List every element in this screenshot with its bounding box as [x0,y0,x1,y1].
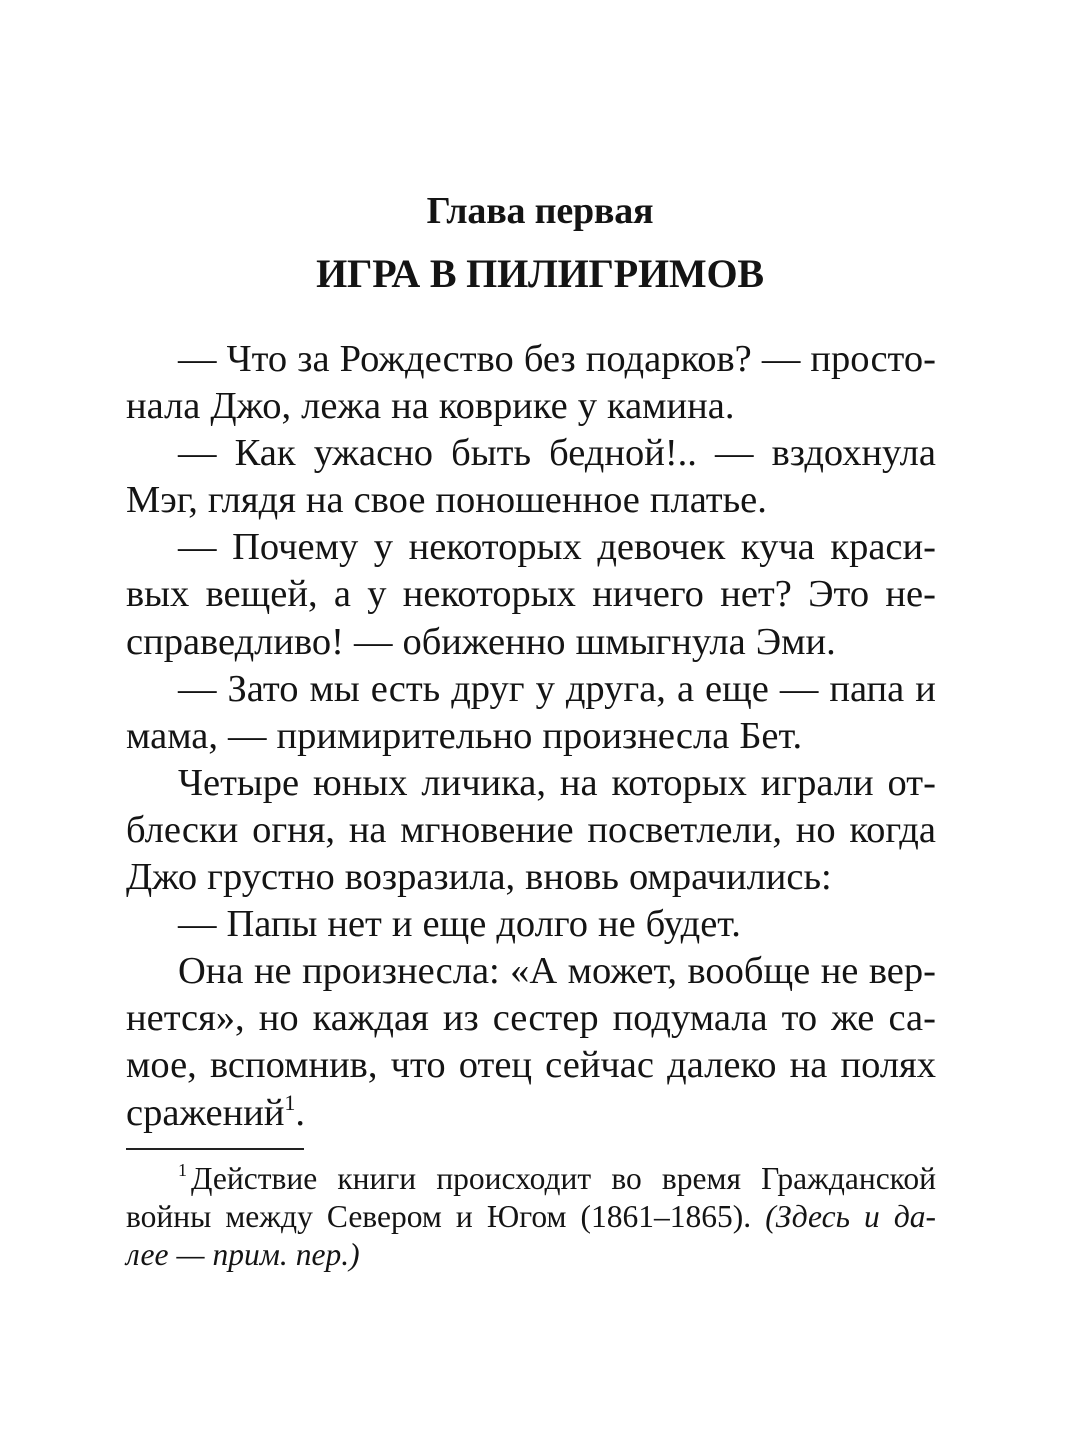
word: мое, [126,1044,197,1087]
word: са- [888,997,936,1040]
word: же [831,997,875,1040]
word: краси- [830,526,936,569]
word: вер- [868,950,936,993]
word: время [661,1161,741,1196]
word: папа [829,667,905,710]
word: лее [126,1237,169,1272]
word: Югом [486,1199,567,1234]
text-line [126,713,936,760]
word: нется», [126,997,245,1040]
word: мгновение [400,808,574,851]
word: каждая [312,997,429,1040]
word: на [391,385,429,428]
word: Гражданской [761,1161,936,1196]
word: которых [611,761,747,804]
word: вообще [687,950,811,993]
word: — [176,1237,205,1272]
word: что [390,1044,446,1087]
word: вспомнив, [209,1044,378,1087]
word: без [523,338,576,380]
word: — [178,903,217,946]
word: $^1$ Действие [178,1160,318,1196]
text-line [126,995,936,1042]
word: а [333,573,351,616]
word: друг [451,667,525,710]
word: — [353,620,393,663]
word: есть [370,667,441,710]
text-line [126,524,936,571]
word: у [577,385,597,428]
body-text [126,336,936,1137]
word: и [391,903,413,946]
word: отец [458,1044,533,1087]
word: и [863,1199,880,1234]
text-line [126,948,936,995]
word: во [611,1161,642,1196]
word: бедной!.. [549,432,697,475]
word: играли [760,761,874,804]
word: примирительно [276,714,533,757]
word: пер.) [295,1237,360,1272]
word: на [305,479,344,522]
word: произнесла: [302,950,500,993]
word: Бет. [739,714,803,757]
word: (1861–1865). [580,1199,752,1234]
chapter-title: ИГРА В ПИЛИГРИМОВ [316,251,764,296]
text-line [126,619,936,666]
word: вых [126,573,190,616]
word: коврике [438,385,568,428]
footnote-line [126,1236,936,1274]
word: Четыре [178,761,300,804]
word: Это [808,573,870,616]
text-line [126,336,936,383]
word: личика, [421,761,546,804]
word: — [178,526,217,569]
word: не [597,903,636,946]
word: мама, [126,714,219,757]
text-line [126,430,936,477]
footnote-line [126,1198,936,1236]
word: подарков? [585,338,752,380]
word: Эми. [755,620,836,663]
word: ужасно [313,432,434,475]
word: некоторых [402,573,576,616]
text-line [126,571,936,618]
word: глядя [207,479,296,522]
word: Что [226,338,288,380]
word: еще [705,667,769,710]
text-line [126,901,936,948]
word: поношенное [435,479,640,522]
word: Как [234,432,296,475]
text-line [126,666,936,713]
word: то [781,997,818,1040]
word: может, [567,950,678,993]
word: Она [178,950,244,993]
word: (Здесь [765,1199,850,1234]
word: прим. [212,1237,288,1272]
word: вновь [525,856,619,899]
text-line [126,1042,936,1089]
word: Джо [126,856,198,899]
word: полях [840,1044,936,1087]
word: огня, [252,808,336,851]
word: — [178,667,217,710]
footnote [126,1160,936,1274]
word: да- [893,1199,936,1234]
word: — [178,338,217,380]
word: на [348,808,387,851]
word: от- [887,761,936,804]
word: сестер [492,997,599,1040]
word: возразила, [344,856,516,899]
word: — [761,338,801,380]
word: — [228,714,267,757]
word: из [442,997,479,1040]
word: но [795,808,836,851]
word: Севером [326,1199,442,1234]
word: сейчас [545,1044,654,1087]
word: еще [422,903,487,946]
word: за [297,338,330,380]
word: вещей, [205,573,318,616]
footnote-line [126,1160,936,1198]
word: а [676,667,695,710]
word: будет. [645,903,741,946]
word: быть [451,432,532,475]
word: — [178,432,217,475]
word: но [258,997,299,1040]
footnote-marker: 1 [178,1160,187,1180]
word: Рождество [339,338,514,380]
word: войны [126,1199,212,1234]
word: Джо, [210,385,292,428]
word: Мэг, [126,479,198,522]
word: нет [327,903,382,946]
word: куча [740,526,815,569]
word: блески [126,808,239,851]
word: нала [126,385,201,428]
chapter-number: Глава первая [426,190,654,232]
word: — [779,667,819,710]
word: просто- [810,338,936,380]
word: платье. [649,479,767,522]
word: — [715,432,754,475]
word: у [535,667,555,710]
word: между [225,1199,313,1234]
word: вздохнула [771,432,936,475]
word: произнесла [542,714,730,757]
word: Почему [232,526,359,569]
word: не [253,950,292,993]
word: друга, [565,667,666,710]
word: Зато [227,667,299,710]
word: подумала [612,997,768,1040]
word: шмыгнула [575,620,746,663]
word: не [820,950,859,993]
word: книги [337,1161,417,1196]
word: девочек [597,526,726,569]
word: и [455,1199,473,1234]
word: у [367,573,387,616]
word: долго [496,903,588,946]
text-line [126,807,936,854]
word: на [789,1044,828,1087]
word: обиженно [402,620,566,663]
word: на [559,761,598,804]
word: когда [849,808,936,851]
text-line [126,1090,936,1137]
word: юных [313,761,408,804]
word: лежа [301,385,382,428]
word: грустно [207,856,335,899]
word: ничего [592,573,704,616]
word: мы [309,667,360,710]
word: не- [885,573,936,616]
text-line [126,383,936,430]
footnote-divider [126,1148,304,1150]
word: свое [353,479,426,522]
text-line [126,854,936,901]
word: омрачились: [628,856,832,899]
punctuation: . [295,1091,306,1134]
word: нет? [720,573,792,616]
word: происходит [436,1161,592,1196]
word: и [915,667,936,710]
word: сражений$^1$. [126,1089,306,1134]
text-line [126,477,936,524]
text-line [126,760,936,807]
word: посветлели, [587,808,782,851]
footnote-reference[interactable]: 1 [284,1089,296,1115]
word: у [373,526,394,569]
word: далеко [667,1044,777,1087]
word: некоторых [408,526,582,569]
word: Папы [226,903,318,946]
word: справедливо! [126,620,344,663]
word: камина. [606,385,735,428]
word: «А [510,950,558,993]
